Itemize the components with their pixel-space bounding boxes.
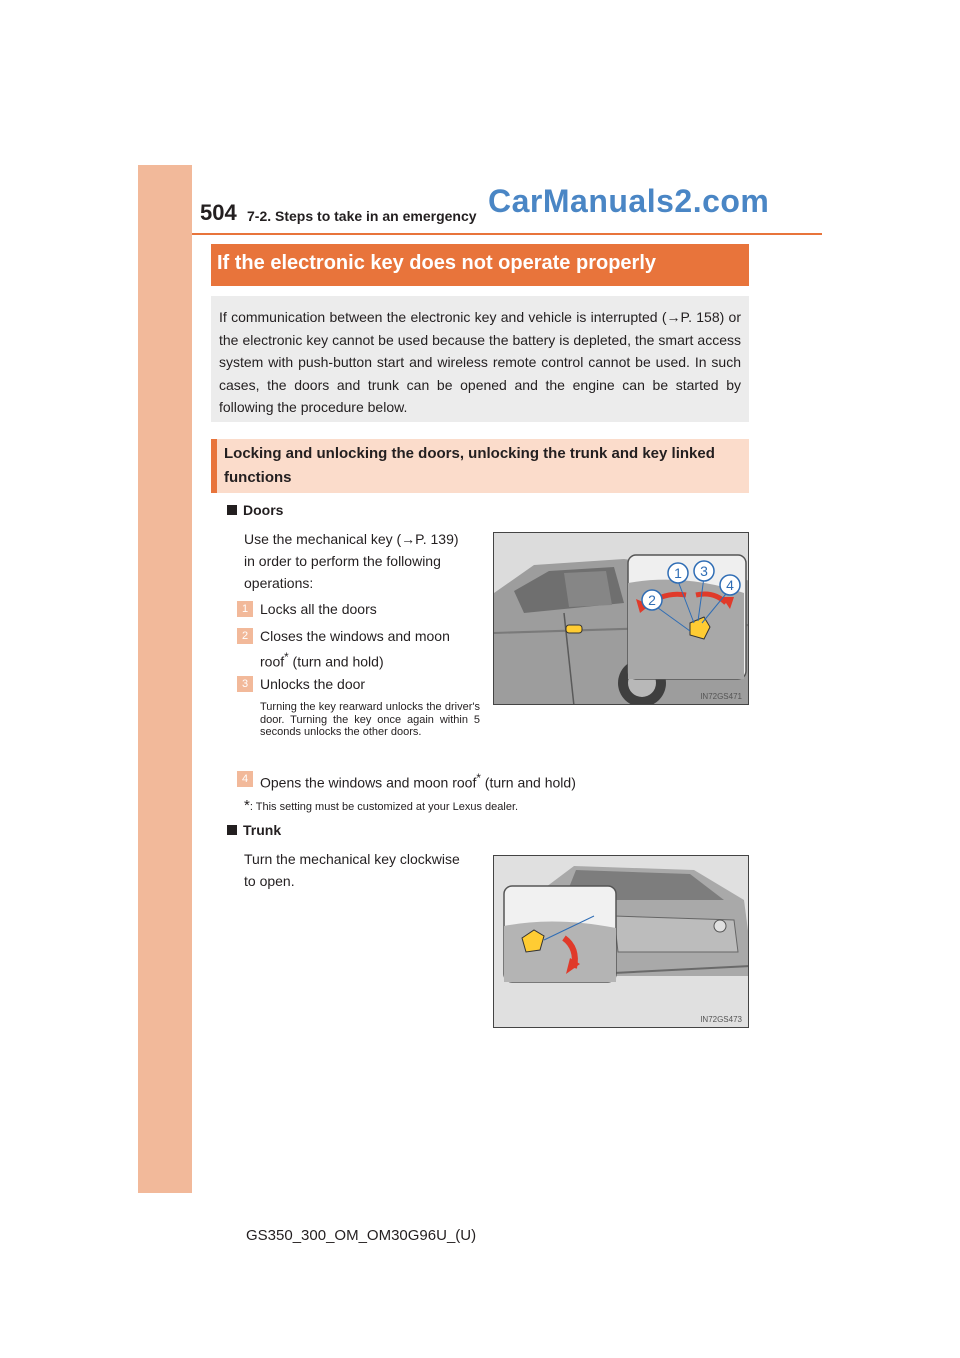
trunk-line-2: to open. <box>244 873 295 889</box>
trunk-heading: Trunk <box>227 819 281 841</box>
door-figure <box>493 532 749 705</box>
callout-3: 3 <box>700 563 708 579</box>
step-detail: Turning the key rearward unlocks the driver's door. Turning the key once again within 5 seconds unlocks the other doors. <box>260 701 480 738</box>
callout-4: 4 <box>726 577 734 593</box>
side-tab <box>138 165 192 1193</box>
step-text-4: Opens the windows and moon roof* (turn and hold) <box>260 772 576 791</box>
trunk-line-1: Turn the mechanical key clockwise <box>244 851 460 867</box>
trunk-figure <box>493 855 749 1028</box>
car-trunk-illustration <box>494 856 749 1028</box>
car-door-illustration <box>494 533 749 705</box>
figure-code: IN72GS473 <box>700 1015 742 1024</box>
section-title: 7-2. Steps to take in an emergency <box>247 208 477 224</box>
step-badge-2: 2 <box>237 628 253 644</box>
step-badge-4: 4 <box>237 771 253 787</box>
main-heading-bar <box>211 244 749 286</box>
step-text-2: Closes the windows and moon roof* (turn and hold) <box>260 628 450 670</box>
footer-code: GS350_300_OM_OM30G96U_(U) <box>246 1227 477 1244</box>
sub-heading-bar <box>211 439 749 493</box>
callout-2: 2 <box>648 592 656 608</box>
intro-box <box>211 296 749 422</box>
header-rule <box>192 233 822 235</box>
doors-line-3: operations: <box>244 575 314 591</box>
step-text-1: Locks all the doors <box>260 601 377 617</box>
step-text-3: Unlocks the door <box>260 676 366 692</box>
square-bullet-icon <box>227 825 237 835</box>
sub-heading: Locking and unlocking the doors, unlocking the trunk and key linked functions <box>224 445 715 486</box>
callout-1: 1 <box>674 565 682 581</box>
step-badge-1: 1 <box>237 601 253 617</box>
trunk-instruction <box>244 848 480 892</box>
square-bullet-icon <box>227 505 237 515</box>
main-heading: If the electronic key does not operate properly <box>217 252 657 274</box>
doors-heading: Doors <box>227 499 283 521</box>
doors-instruction <box>244 528 480 594</box>
doors-line-1: Use the mechanical key (→P. 139) <box>244 531 459 547</box>
footnote: *: This setting must be customized at your Lexus dealer. <box>244 797 519 814</box>
intro-text: If communication between the electronic key and vehicle is interrupted (→P. 158) or the electronic key cannot be used because the battery is depleted, the smart access system with push-button start and wireless remote control cannot be used. In such cases, the doors and trunk can be opened and the engine can be started by following the procedure below. <box>219 309 741 415</box>
figure-code: IN72GS471 <box>700 692 742 701</box>
page-number: 504 <box>200 200 237 225</box>
watermark: CarManuals2.com <box>488 183 770 219</box>
doors-line-2: in order to perform the following <box>244 553 441 569</box>
step-badge-3: 3 <box>237 676 253 692</box>
